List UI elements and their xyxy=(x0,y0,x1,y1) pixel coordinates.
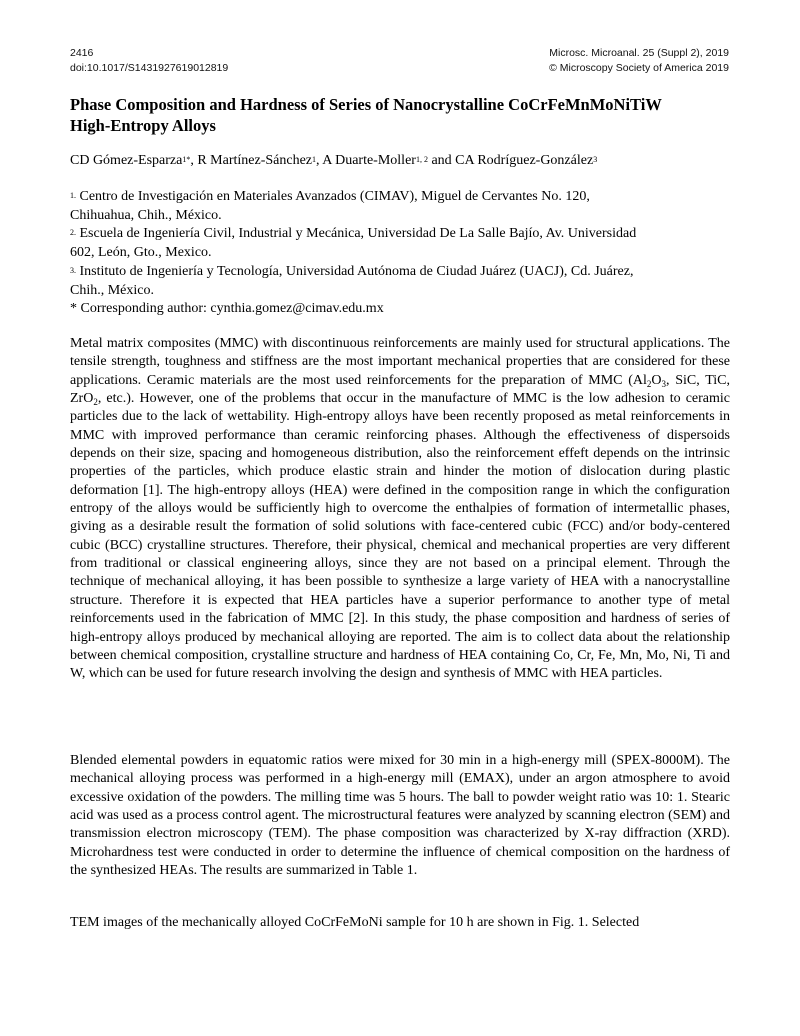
doi: doi:10.1017/S1431927619012819 xyxy=(70,62,229,74)
affiliation-1: $^{1.}$ Centro de Investigación en Materiales Avanzados (CIMAV), Miguel de Cervantes No. 120, xyxy=(70,189,590,204)
corresponding-author: * Corresponding author: cynthia.gomez@cimav.edu.mx xyxy=(70,301,384,317)
paragraph-results: TEM images of the mechanically alloyed CoCrFeMoNi sample for 10 h are shown in Fig. 1. Selected xyxy=(70,915,640,930)
affiliation-1-cont: Chihuahua, Chih., México. xyxy=(70,207,222,223)
author-affiliation-mark: 3 xyxy=(593,155,598,164)
author-affiliation-mark: 1, 2 xyxy=(415,155,428,164)
author-list xyxy=(70,151,730,170)
affiliation-2-cont: 602, León, Gto., Mexico. xyxy=(70,245,212,261)
affiliation-3: $^{3.}$ Instituto de Ingeniería y Tecnología, Universidad Autónoma de Ciudad Juárez (UACJ), Cd. Juárez, xyxy=(70,263,634,279)
affiliation-mark: 1. xyxy=(70,191,76,200)
affiliations xyxy=(70,188,730,319)
affiliation-2: $^{2.}$ Escuela de Ingeniería Civil, Industrial y Mecánica, Universidad De La Salle Bajío, Av. Universidad xyxy=(70,226,637,242)
affiliation-mark: 2. xyxy=(70,228,76,238)
affiliation-mark: 3. xyxy=(70,265,76,275)
title-line-1: Phase Composition and Hardness of Series of Nanocrystalline CoCrFeMnMoNiTiW xyxy=(70,95,662,114)
author-affiliation-mark: 1* xyxy=(182,155,191,164)
header-left xyxy=(70,46,228,76)
author-affiliation-mark: 1 xyxy=(312,155,317,164)
page-number: 2416 xyxy=(70,47,94,59)
title-line-2: High-Entropy Alloys xyxy=(70,116,216,135)
author-name: , R Martínez-Sánchez xyxy=(190,153,313,168)
affiliation-3-cont: Chih., México. xyxy=(70,282,154,298)
paragraph-introduction: Metal matrix composites (MMC) with discontinuous reinforcements are mainly used for structural applications. The tensile strength, toughness and stiffness are the most important mechanical properties that are considered for these applications. Ceramic materials are the most used reinforcements for the preparation of MMC ($Al_2O_3$, SiC, TiC, ZrO$_2$, etc.). However, one of the problems that occur in the manufacture of MMC is the low adhesion to ceramic particles due to the lack of wettability. High-entropy alloys have been recently proposed as metal reinforcements in MMC with improved performance than ceramic reinforcing phases. Although the effectiveness of dispersoids depends on their size, spacing and homogeneous distribution, also the reinforcement effeft depends on the intrinsic properties of the particles, which produce elastic strain and hinder the motion of dislocation during plastic deformation [1]. The high-entropy alloys (HEA) were defined in the composition range in which the configuration entropy of the alloys would be sufficiently high to overcome the enthalpies of formation of intermetallic phases, giving as a desirable result the formation of solid solutions with face-centered cubic (FCC) and/or body-centered cubic (BCC) crystalline structures. Therefore, their physical, chemical and mechanical properties are very different from traditional or classical engineering alloys, since they are not based on a principal element. Through the technique of mechanical alloying, it has been possible to synthesize a large variety of HEA with a nanocrystalline structure. Therefore it is expected that HEA particles have a superior performance to another type of metal reinforcements used in the fabrication of MMC [2]. In this study, the phase composition and hardness of series of high-entropy alloys produced by mechanical alloying are reported. The aim is to collect data about the relationship between chemical composition, crystalline structure and hardness of HEA containing Co, Cr, Fe, Mn, Mo, Ni, Ti and W, which can be used for future research involving the design and synthesis of MMC with HEA particles. xyxy=(70,336,730,682)
author-name: , A Duarte-Moller xyxy=(316,153,416,168)
copyright: © Microscopy Society of America 2019 xyxy=(549,62,729,74)
author-name: and CA Rodríguez-González xyxy=(427,153,594,168)
paragraph-methods: Blended elemental powders in equatomic ratios were mixed for 30 min in a high-energy mill (SPEX-8000M). The mechanical alloying process was performed in a high-energy mill (EMAX), under an argon atmosphere to avoid excessive oxidation of the powders. The milling time was 5 hours. The ball to powder weight ratio was 10: 1. Stearic acid was used as a process control agent. The microstructural features were analyzed by scanning electron (SEM) and transmission electron microscopy (TEM). The phase composition was characterized by X-ray diffraction (XRD). Microhardness test were conducted in order to determine the influence of chemical composition on the hardness of the synthesized HEAs. The results are summarized in Table 1. xyxy=(70,753,730,879)
author-name: CD Gómez-Esparza xyxy=(70,153,183,168)
header-right xyxy=(549,46,729,76)
paper-title xyxy=(70,94,730,136)
journal-citation: Microsc. Microanal. 25 (Suppl 2), 2019 xyxy=(549,47,729,59)
